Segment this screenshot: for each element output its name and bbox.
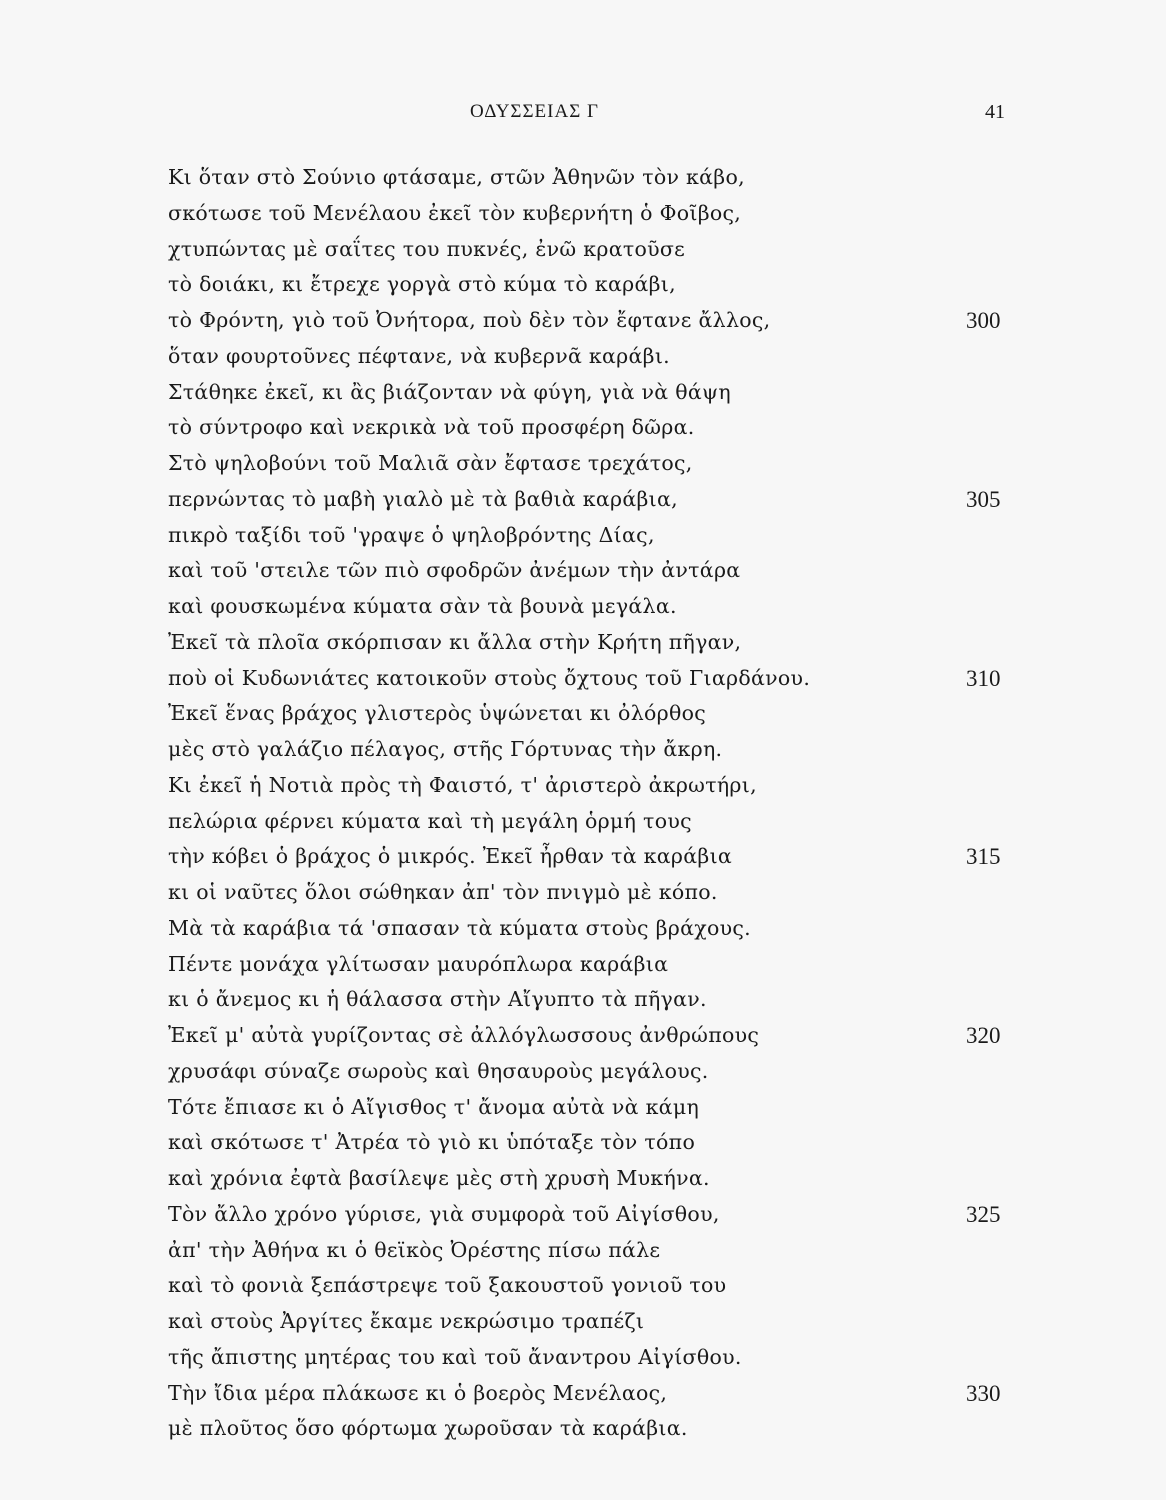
verse-text: πικρὸ ταξίδι τοῦ 'γραψε ὁ ψηλοβρόντης Δίας, <box>168 522 655 547</box>
verse-line <box>168 232 1028 268</box>
verse-text: καὶ σκότωσε τ' Ἀτρέα τὸ γιὸ κι ὑπόταξε τὸν τόπο <box>168 1130 696 1155</box>
verse-text: ποὺ οἱ Κυδωνιάτες κατοικοῦν στοὺς ὄχτους τοῦ Γιαρδάνου. <box>168 665 811 690</box>
verse-text: Κι ὅταν στὸ Σούνιο φτάσαμε, στῶν Ἀθηνῶν τὸν κάβο, <box>168 165 745 189</box>
verse-line <box>168 625 1028 661</box>
verse-text: Ἐκεῖ μ' αὐτὰ γυρίζοντας σὲ ἀλλόγλωσσους ἀνθρώπους <box>168 1023 760 1047</box>
verse-line <box>168 375 1028 411</box>
verse-line <box>168 446 1028 482</box>
verse-text: Τότε ἔπιασε κι ὁ Αἴγισθος τ' ἄνομα αὐτὰ νὰ κάμη <box>168 1094 700 1119</box>
line-number: 330 <box>966 1380 1001 1406</box>
verse-line <box>168 196 1028 232</box>
verse-text: χρυσάφι σύναζε σωροὺς καὶ θησαυροὺς μεγάλους. <box>168 1058 709 1083</box>
verse-text: καὶ στοὺς Ἀργίτες ἔκαμε νεκρώσιμο τραπέζι <box>168 1309 645 1333</box>
verse-line <box>168 875 1028 911</box>
line-number: 305 <box>966 486 1001 512</box>
verse-line <box>168 1054 1028 1090</box>
verse-line <box>168 1304 1028 1340</box>
verse-line <box>168 1090 1028 1126</box>
verse-line <box>168 768 1028 804</box>
verse-line <box>168 1197 1028 1233</box>
verse-line <box>168 518 1028 554</box>
verse-line <box>168 589 1028 625</box>
verse-line <box>168 1268 1028 1304</box>
verse-text: Πέντε μονάχα γλίτωσαν μαυρόπλωρα καράβια <box>168 951 669 976</box>
line-number: 325 <box>966 1201 1001 1227</box>
verse-text: τῆς ἄπιστης μητέρας του καὶ τοῦ ἄναντρου Αἰγίσθου. <box>168 1344 742 1369</box>
verse-text: Κι ἐκεῖ ἡ Νοτιὰ πρὸς τὴ Φαιστό, τ' ἀριστερὸ ἀκρωτήρι, <box>168 772 757 797</box>
verse-text: Στὸ ψηλοβούνι τοῦ Μαλιᾶ σὰν ἔφτασε τρεχάτος, <box>168 451 693 475</box>
verse-line <box>168 1376 1028 1412</box>
verse-line <box>168 339 1028 375</box>
verse-text: καὶ τοῦ 'στειλε τῶν πιὸ σφοδρῶν ἀνέμων τὴν ἀντάρα <box>168 558 741 583</box>
verse-line <box>168 303 1028 339</box>
verse-text: Στάθηκε ἐκεῖ, κι ἂς βιάζονταν νὰ φύγη, γιὰ νὰ θάψη <box>168 379 731 404</box>
verse-line <box>168 661 1028 697</box>
verse-line <box>168 267 1028 303</box>
verse-line <box>168 911 1028 947</box>
verse-text: καὶ φουσκωμένα κύματα σὰν τὰ βουνὰ μεγάλα. <box>168 594 677 618</box>
verse-text: Τὴν ἴδια μέρα πλάκωσε κι ὁ βοερὸς Μενέλαος, <box>168 1380 668 1405</box>
verse-line <box>168 482 1028 518</box>
verse-line <box>168 732 1028 768</box>
verse-line <box>168 1340 1028 1376</box>
verse-text: κι ὁ ἄνεμος κι ἡ θάλασσα στὴν Αἴγυπτο τὰ πῆγαν. <box>168 987 707 1012</box>
page-header <box>0 101 1166 131</box>
verse-text: Ἐκεῖ ἕνας βράχος γλιστερὸς ὑψώνεται κι ὀλόρθος <box>168 701 707 726</box>
line-number: 310 <box>966 665 1001 691</box>
verse-text: ἀπ' τὴν Ἀθήνα κι ὁ θεϊκὸς Ὀρέστης πίσω πάλε <box>168 1237 661 1262</box>
verse-text: Ἐκεῖ τὰ πλοῖα σκόρπισαν κι ἄλλα στὴν Κρήτη πῆγαν, <box>168 629 742 654</box>
verse-text: περνώντας τὸ μαβὴ γιαλὸ μὲ τὰ βαθιὰ καράβια, <box>168 486 678 511</box>
verse-text: τὴν κόβει ὁ βράχος ὁ μικρός. Ἐκεῖ ἦρθαν τὰ καράβια <box>168 844 733 869</box>
verse-line <box>168 1125 1028 1161</box>
line-number: 315 <box>966 844 1001 870</box>
line-number: 320 <box>966 1023 1001 1048</box>
verse-text: Μὰ τὰ καράβια τά 'σπασαν τὰ κύματα στοὺς βράχους. <box>168 915 751 940</box>
verse-text: κι οἱ ναῦτες ὅλοι σώθηκαν ἀπ' τὸν πνιγμὸ μὲ κόπο. <box>168 880 718 904</box>
verse-text: καὶ χρόνια ἐφτὰ βασίλεψε μὲς στὴ χρυσὴ Μυκήνα. <box>168 1166 710 1190</box>
verse-line <box>168 696 1028 732</box>
verse-text: τὸ Φρόντη, γιὸ τοῦ Ὀνήτορα, ποὺ δὲν τὸν ἔφτανε ἄλλος, <box>168 308 771 332</box>
line-number: 300 <box>966 308 1001 333</box>
verse-line <box>168 982 1028 1018</box>
verse-text: πελώρια φέρνει κύματα καὶ τὴ μεγάλη ὁρμή τους <box>168 808 692 833</box>
verse-line <box>168 839 1028 875</box>
page-number: 41 <box>985 101 1005 123</box>
verse-line <box>168 160 1028 196</box>
verse-line <box>168 410 1028 446</box>
verse-text: Τὸν ἄλλο χρόνο γύρισε, γιὰ συμφορὰ τοῦ Αἰγίσθου, <box>168 1201 720 1226</box>
verse-text: σκότωσε τοῦ Μενέλαου ἐκεῖ τὸν κυβερνήτη ὁ Φοῖβος, <box>168 200 742 225</box>
verse-text: τὸ σύντροφο καὶ νεκρικὰ νὰ τοῦ προσφέρη δῶρα. <box>168 415 695 440</box>
verse-text: ὅταν φουρτοῦνες πέφτανε, νὰ κυβερνᾶ καράβι. <box>168 343 670 368</box>
verse-block <box>168 160 1028 1447</box>
verse-text: τὸ δοιάκι, κι ἔτρεχε γοργὰ στὸ κύμα τὸ καράβι, <box>168 272 676 297</box>
verse-text: καὶ τὸ φονιὰ ξεπάστρεψε τοῦ ξακουστοῦ γονιοῦ του <box>168 1273 727 1298</box>
verse-line <box>168 1161 1028 1197</box>
verse-line <box>168 947 1028 983</box>
verse-line <box>168 1411 1028 1447</box>
running-title: ΟΔΥΣΣΕΙΑΣ Γ <box>470 101 599 122</box>
verse-line <box>168 553 1028 589</box>
verse-text: μὲς στὸ γαλάζιο πέλαγος, στῆς Γόρτυνας τὴν ἄκρη. <box>168 737 723 761</box>
verse-line <box>168 1018 1028 1054</box>
verse-text: μὲ πλοῦτος ὅσο φόρτωμα χωροῦσαν τὰ καράβια. <box>168 1416 688 1441</box>
verse-line <box>168 804 1028 840</box>
verse-text: χτυπώντας μὲ σαΐτες του πυκνές, ἐνῶ κρατοῦσε <box>168 236 686 261</box>
verse-line <box>168 1233 1028 1269</box>
